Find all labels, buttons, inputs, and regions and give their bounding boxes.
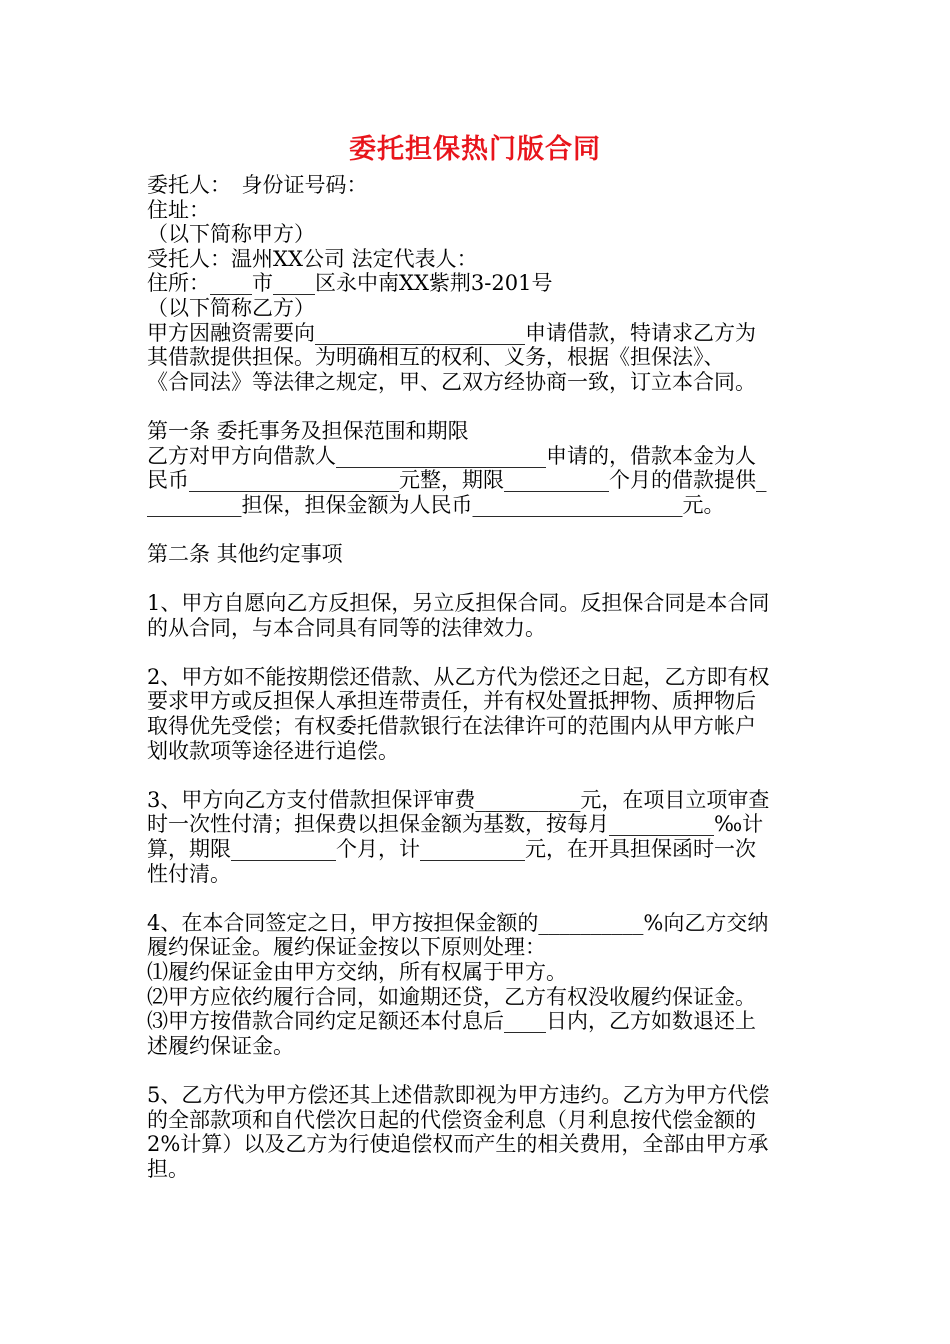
paragraph-gap <box>147 1058 817 1083</box>
item-2-line: 要求甲方或反担保人承担连带责任，并有权处置抵押物、质押物后 <box>147 689 756 714</box>
item-2-line: 取得优先受偿；有权委托借款银行在法律许可的范围内从甲方帐户 <box>147 714 756 739</box>
item-3-line: 时一次性付清；担保费以担保金额为基数，按每月__________‰计 <box>147 812 764 837</box>
item-4-sub-1: ⑴履约保证金由甲方交纳，所有权属于甲方。 <box>147 960 567 984</box>
item-3-line: 性付清。 <box>147 861 231 886</box>
trustee-line: 受托人：温州XX公司 法定代表人： <box>147 246 478 271</box>
paragraph-gap <box>147 886 817 911</box>
article-1-heading: 第一条 委托事务及担保范围和期限 <box>147 418 469 443</box>
item-5-line: 2%计算）以及乙方为行使追偿权而产生的相关费用，全部由甲方承 <box>147 1132 769 1157</box>
item-1-line: 1、甲方自愿向乙方反担保，另立反担保合同。反担保合同是本合同 <box>147 591 770 616</box>
paragraph-gap <box>147 567 817 592</box>
article-1-line: 乙方对甲方向借款人____________________申请的，借款本金为人 <box>147 443 756 468</box>
item-1-line: 的从合同，与本合同具有同等的法律效力。 <box>147 615 546 640</box>
paragraph-gap <box>147 517 817 542</box>
trustee-address-line: 住所：____市____区永中南XX紫荆3-201号 <box>147 271 553 296</box>
paragraph-gap <box>147 763 817 788</box>
item-3-line: 算，期限__________个月，计__________元，在开具担保函时一次 <box>147 837 756 862</box>
item-4-line: 4、在本合同签定之日，甲方按担保金额的__________%向乙方交纳 <box>147 910 769 935</box>
paragraph-gap <box>147 640 817 665</box>
client-address-line: 住址： <box>147 197 210 222</box>
item-3-line: 3、甲方向乙方支付借款担保评审费__________元，在项目立项审查 <box>147 787 770 812</box>
document-body <box>147 173 817 1181</box>
preamble-line: 甲方因融资需要向____________________申请借款，特请求乙方为 <box>147 320 756 345</box>
item-5-line: 5、乙方代为甲方偿还其上述借款即视为甲方违约。乙方为甲方代偿 <box>147 1082 770 1107</box>
preamble-line: 其借款提供担保。为明确相互的权利、义务，根据《担保法》、 <box>147 345 725 370</box>
item-4-line: 述履约保证金。 <box>147 1033 294 1058</box>
item-4-sub-2: ⑵甲方应依约履行合同，如逾期还贷，乙方有权没收履约保证金。 <box>147 984 756 1009</box>
item-2-line: 划收款项等途径进行追偿。 <box>147 738 399 763</box>
client-line: 委托人： 身份证号码： <box>147 173 368 197</box>
party-a-note: （以下简称甲方） <box>147 222 315 247</box>
item-5-line: 的全部款项和自代偿次日起的代偿资金利息（月利息按代偿金额的 <box>147 1107 756 1132</box>
article-1-line: _________担保，担保金额为人民币____________________元。 <box>147 492 725 517</box>
preamble-line: 《合同法》等法律之规定，甲、乙双方经协商一致，订立本合同。 <box>147 369 756 394</box>
item-5-line: 担。 <box>147 1156 189 1181</box>
article-2-heading: 第二条 其他约定事项 <box>147 541 343 566</box>
article-1-line: 民币____________________元整，期限__________个月的借款提供_ <box>147 468 767 493</box>
document-title: 委托担保热门版合同 <box>349 134 601 165</box>
item-4-line: 履约保证金。履约保证金按以下原则处理： <box>147 935 546 960</box>
party-b-note: （以下简称乙方） <box>147 295 315 320</box>
item-2-line: 2、甲方如不能按期偿还借款、从乙方代为偿还之日起，乙方即有权 <box>147 664 770 689</box>
item-4-sub-3: ⑶甲方按借款合同约定足额还本付息后____日内，乙方如数退还上 <box>147 1009 756 1034</box>
paragraph-gap <box>147 394 817 419</box>
